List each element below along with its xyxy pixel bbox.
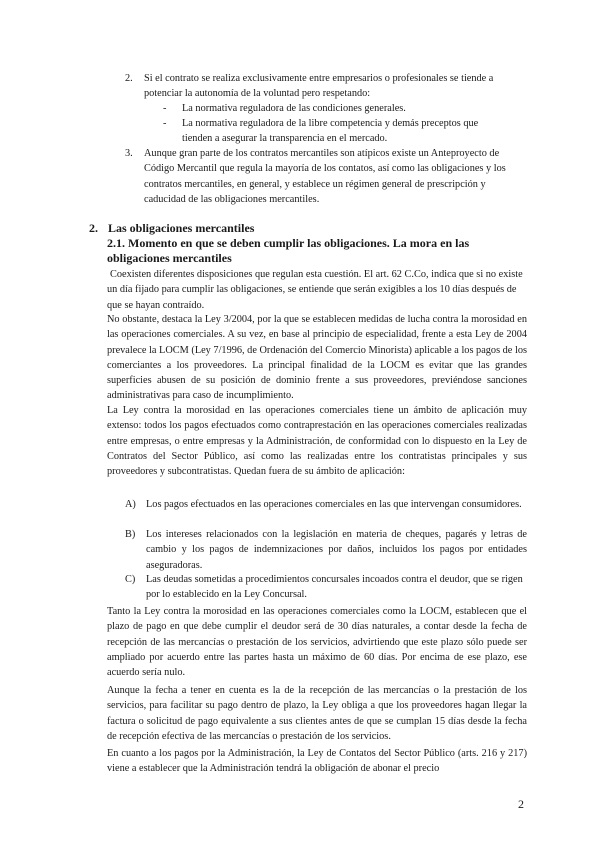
list-item-text: Aunque gran parte de los contratos mercantiles son atípicos existe un Anteproyecto de Código Mercantil que regula la mayoría de los contatos, así como las obligaciones y los contratos mercantiles, en general, y establece un régimen general de prescripción y caducidad de las obligaciones mercantiles. <box>144 148 506 205</box>
list-item-letter: C) <box>125 574 136 585</box>
paragraph: En cuanto a los pagos por la Administración, la Ley de Contatos del Sector Público (arts. 216 y 217) viene a establecer que la Administración tendrá la obligación de abonar el precio <box>107 748 527 775</box>
paragraph: Aunque la fecha a tener en cuenta es la de la recepción de las mercancías o la prestación de los servicios, para facilitar su pago dentro de plazo, la Ley obliga a que los proveedores hagan llegar la factura o solicitud de pago equivalente a sus clientes antes de que se cumplan 15 días desde la fecha de recepción efectiva de las mercancías o prestación de los servicios. <box>107 685 527 742</box>
list-item-text: Si el contrato se realiza exclusivamente entre empresarios o profesionales se tiende a potenciar la autonomía de la voluntad pero respetando: <box>144 73 494 100</box>
dash-bullet: - <box>163 118 167 129</box>
paragraph: Coexisten diferentes disposiciones que regulan esta cuestión. El art. 62 C.Co, indica que si no existe un día fijado para cumplir las obligaciones, se entiende que serán exigibles a los 10 días después de que se hayan contraído. <box>107 269 523 311</box>
list-item-number: 2. <box>125 73 133 84</box>
list-subitem-text: La normativa reguladora de la libre competencia y demás preceptos que tienden a asegurar la transparencia en el mercado. <box>182 118 479 145</box>
list-item-letter: B) <box>125 529 136 540</box>
section-heading <box>89 221 254 236</box>
page-number: 2 <box>518 797 524 811</box>
subsection-number: 2.1. <box>107 236 125 250</box>
subsection-title: Momento en que se deben cumplir las obligaciones. La mora en las obligaciones mercantiles <box>107 236 470 265</box>
paragraph: La Ley contra la morosidad en las operaciones comerciales tiene un ámbito de aplicación muy extenso: todos los pagos efectuados como contraprestación en las operaciones comerciales realizadas entre empresas, o entre empresas y la Administración, de conformidad con lo dispuesto en la Ley de Contratos del Sector Público, así como las realizadas entre los contratistas principales y sus proveedores y subcontratistas. Quedan fuera de su ámbito de aplicación: <box>107 405 527 478</box>
list-item-text: Los intereses relacionados con la legislación en materia de cheques, pagarés y letras de cambio y los pagos de indemnizaciones por daños, incluidos los pagos por entidades aseguradoras. <box>146 529 527 571</box>
section-title: Las obligaciones mercantiles <box>108 221 255 235</box>
list-item-text: Los pagos efectuados en las operaciones comerciales en las que intervengan consumidores. <box>146 499 522 510</box>
section-number: 2. <box>89 221 98 235</box>
dash-bullet: - <box>163 103 167 114</box>
paragraph: Tanto la Ley contra la morosidad en las operaciones comerciales como la LOCM, establecen que el plazo de pago en que debe cumplir el deudor será de 30 días naturales, a contar desde la fecha de recepción de las mercancías o prestación de los servicios, advirtiendo que este plazo sólo puede ser ampliado por acuerdo entre las partes hasta un máximo de 60 días. Por encima de ese plazo, ese acuerdo sería nulo. <box>107 606 527 679</box>
list-subitem-text: La normativa reguladora de las condiciones generales. <box>182 103 406 114</box>
paragraph: No obstante, destaca la Ley 3/2004, por la que se establecen medidas de lucha contra la morosidad en las operaciones comerciales. A su vez, en base al principio de especialidad, frente a esta Ley de 2004 prevalece la LOCM (Ley 7/1996, de Ordenación del Comercio Minorista) aplicable a los pagos de los comerciantes a los proveedores. La principal finalidad de la LOCM es evitar que las grandes superficies abusen de su posición de dominio frente a sus proveedores, previéndose sanciones administrativas para caso de incumplimiento. <box>107 314 527 402</box>
list-item-number: 3. <box>125 148 133 159</box>
list-item-text: Las deudas sometidas a procedimientos concursales incoados contra el deudor, que se rigen por lo establecido en la Ley Concursal. <box>146 574 523 601</box>
subsection-heading <box>107 236 527 265</box>
list-item-letter: A) <box>125 499 136 510</box>
